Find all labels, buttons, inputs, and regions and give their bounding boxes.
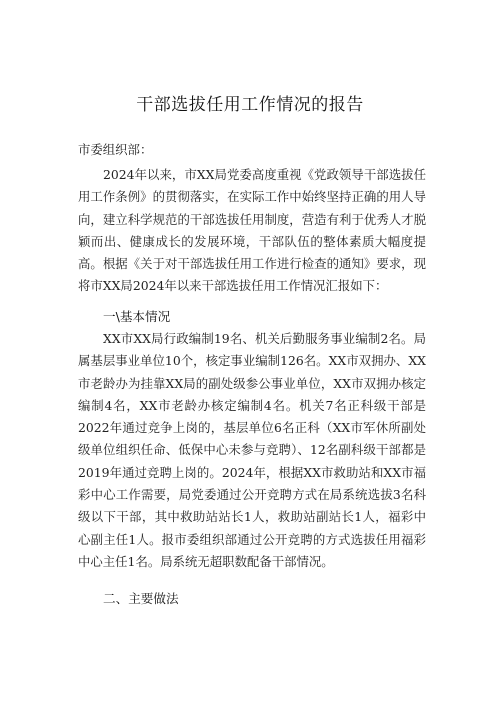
salutation: 市委组织部： [78,142,153,157]
section-heading-basic-info: 一\基本情况 [103,309,171,324]
document-title: 干部选拔任用工作情况的报告 [136,95,364,115]
intro-paragraph: 2024年以来，市XX局党委高度重视《党政领导干部选拔任用工作条例》的贯彻落实，在实际工作中始终坚持正确的用人导向，建立科学规范的干部选拔任用制度，营造有利于优秀人才脱颖而出、健康成长的发展环境，干部队伍的整体素质大幅度提高。根据《关于对干部选拔任用工作进行检查的通知》要求，现将市XX局2024年以来干部选拔任用工作情况汇报如下： [78,167,426,294]
section-heading-main-practices: 二、主要做法 [103,591,179,606]
basic-info-paragraph: XX市XX局行政编制19名、机关后勤服务事业编制2名。局属基层事业单位10个，核定事业编制126名。XX市双拥办、XX市老龄办为挂靠XX局的副处级参公事业单位，XX市双拥办核定编制4名，XX市老龄办核定编制4名。机关7名正科级干部是2022年通过竞争上岗的，基层单位6名正科（XX市军休所副处级单位组织任命、低保中心未参与竞聘）、12名副科级干部都是2019年通过竞聘上岗的。2024年，根据XX市救助站和XX市福彩中心工作需要，局党委通过公开竞聘方式在局系统选拔3名科级以下干部，其中救助站站长1人，救助站副站长1人，福彩中心副主任1人。报市委组织部通过公开竞聘的方式选拔任用福彩中心主任1名。局系统无超职数配备干部情况。 [78,331,426,569]
